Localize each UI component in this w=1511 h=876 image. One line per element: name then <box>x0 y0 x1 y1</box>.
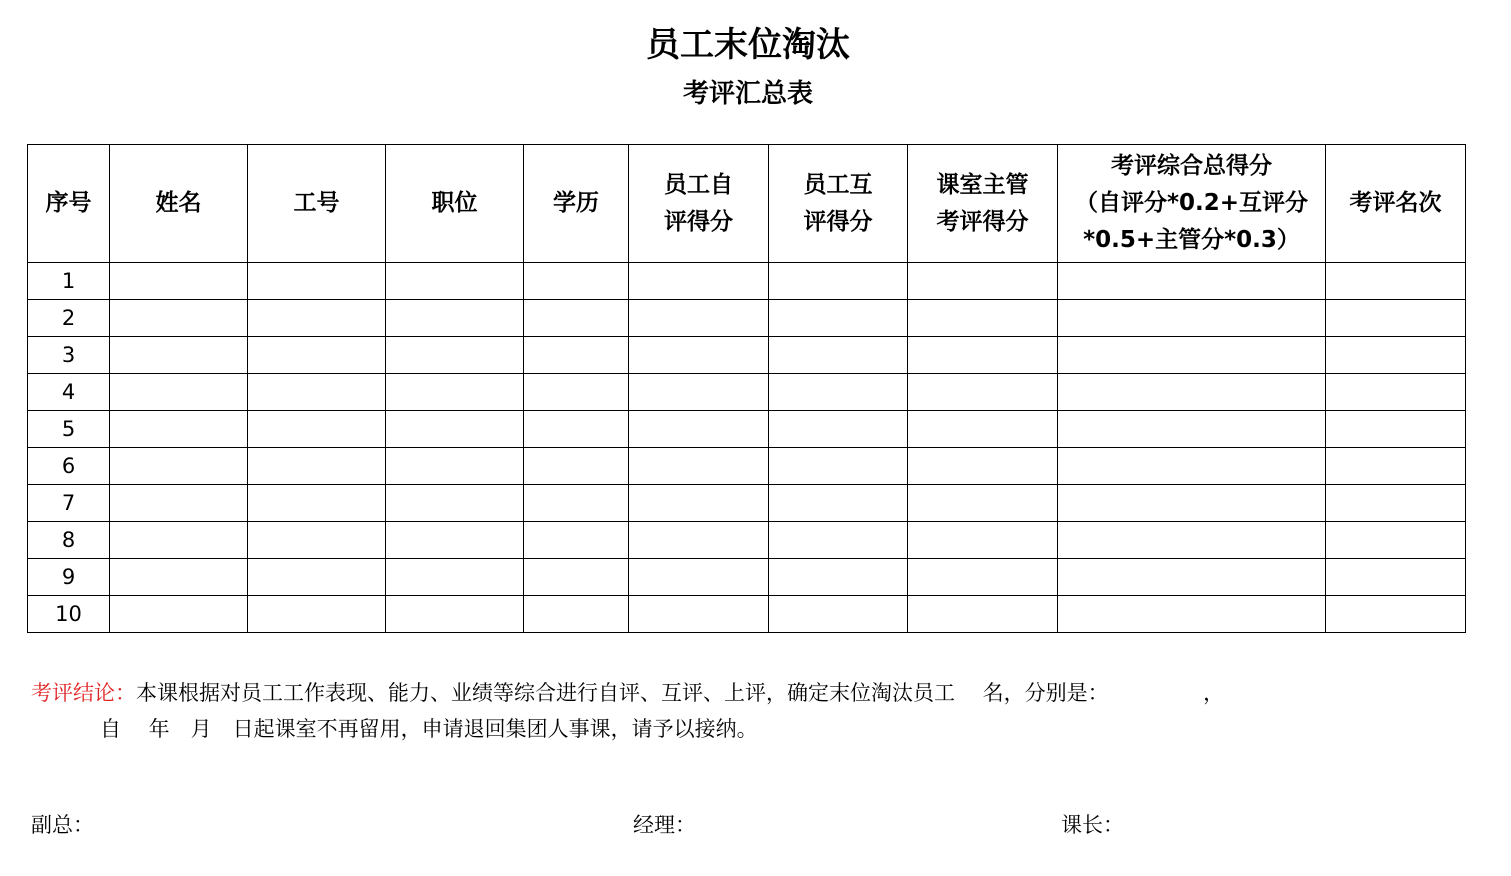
table-cell <box>386 263 524 300</box>
table-cell <box>1326 559 1466 596</box>
table-cell <box>1326 411 1466 448</box>
table-cell <box>1058 596 1326 633</box>
table-cell <box>1058 448 1326 485</box>
row-number-cell: 1 <box>28 263 110 300</box>
table-cell <box>1326 337 1466 374</box>
table-cell <box>1058 559 1326 596</box>
table-cell <box>908 300 1058 337</box>
document-title: 员工末位淘汰 <box>646 25 850 65</box>
table-cell <box>248 522 386 559</box>
column-header-9 <box>1326 145 1466 263</box>
table-cell <box>110 337 248 374</box>
table-cell <box>386 337 524 374</box>
table-cell <box>908 522 1058 559</box>
table-cell <box>629 559 769 596</box>
table-cell <box>629 522 769 559</box>
column-header-5 <box>629 145 769 263</box>
row-number-cell: 10 <box>28 596 110 633</box>
column-header-line: 考评得分 <box>936 208 1029 235</box>
table-cell <box>524 485 629 522</box>
table-cell <box>1058 411 1326 448</box>
table-cell <box>629 485 769 522</box>
column-header-line: 姓名 <box>155 190 202 216</box>
column-header-line: 课室主管 <box>936 171 1029 198</box>
conclusion-text-1: 本课根据对员工工作表现、能力、业绩等综合进行自评、互评、上评，确定末位淘汰员工 名，分别是： ， <box>136 681 1225 705</box>
table-cell <box>908 374 1058 411</box>
conclusion-block <box>31 675 1224 747</box>
table-cell <box>110 411 248 448</box>
table-cell <box>524 337 629 374</box>
table-cell <box>769 337 908 374</box>
column-header-8 <box>1058 145 1326 263</box>
table-cell <box>629 263 769 300</box>
table-cell <box>769 263 908 300</box>
table-cell <box>908 263 1058 300</box>
table-cell <box>908 559 1058 596</box>
table-cell <box>769 448 908 485</box>
table-row <box>28 374 1466 411</box>
table-cell <box>1058 337 1326 374</box>
table-cell <box>386 559 524 596</box>
table-body <box>28 263 1466 633</box>
column-header-line: 评得分 <box>803 208 873 235</box>
document-subtitle: 考评汇总表 <box>682 79 813 109</box>
table-cell <box>629 374 769 411</box>
table-cell <box>629 300 769 337</box>
column-header-line: *0.5+主管分*0.3） <box>1083 227 1300 253</box>
table-cell <box>1058 374 1326 411</box>
table-row <box>28 337 1466 374</box>
signature-deputy: 副总： <box>31 813 94 837</box>
row-number-cell: 6 <box>28 448 110 485</box>
table-cell <box>386 485 524 522</box>
column-header-line: 序号 <box>45 190 92 216</box>
table-cell <box>524 411 629 448</box>
column-header-line: 学历 <box>553 190 599 216</box>
row-number-cell: 5 <box>28 411 110 448</box>
table-cell <box>908 596 1058 633</box>
table-cell <box>110 374 248 411</box>
table-cell <box>110 522 248 559</box>
table-row <box>28 522 1466 559</box>
table-cell <box>386 448 524 485</box>
table-cell <box>524 448 629 485</box>
row-number-cell: 4 <box>28 374 110 411</box>
table-cell <box>908 448 1058 485</box>
table-cell <box>1326 522 1466 559</box>
column-header-4 <box>524 145 629 263</box>
signature-manager: 经理： <box>633 813 696 837</box>
table-cell <box>769 522 908 559</box>
column-header-line: 员工互 <box>803 171 873 198</box>
table-row <box>28 559 1466 596</box>
table-cell <box>629 337 769 374</box>
table-cell <box>524 374 629 411</box>
table-cell <box>769 559 908 596</box>
signature-section-chief: 课长： <box>1061 813 1124 837</box>
column-header-line: 员工自 <box>664 171 733 198</box>
table-row <box>28 448 1466 485</box>
column-header-3 <box>386 145 524 263</box>
table-cell <box>1058 300 1326 337</box>
table-row <box>28 485 1466 522</box>
table-cell <box>386 522 524 559</box>
table-cell <box>248 485 386 522</box>
table-cell <box>908 485 1058 522</box>
table-cell <box>248 448 386 485</box>
column-header-line: 评得分 <box>664 208 733 235</box>
column-header-6 <box>769 145 908 263</box>
table-cell <box>110 559 248 596</box>
table-cell <box>629 411 769 448</box>
column-header-line: 工号 <box>293 190 340 216</box>
conclusion-line-2: 自 年 月 日起课室不再留用，申请退回集团人事课，请予以接纳。 <box>100 717 758 741</box>
table-cell <box>110 448 248 485</box>
row-number-cell: 7 <box>28 485 110 522</box>
table-cell <box>248 263 386 300</box>
table-cell <box>248 300 386 337</box>
row-number-cell: 8 <box>28 522 110 559</box>
column-header-2 <box>248 145 386 263</box>
table-cell <box>386 596 524 633</box>
table-cell <box>769 485 908 522</box>
table-cell <box>110 263 248 300</box>
table-cell <box>1326 485 1466 522</box>
table-cell <box>386 300 524 337</box>
column-header-line: （自评分*0.2+互评分 <box>1074 190 1309 216</box>
table-cell <box>908 411 1058 448</box>
table-cell <box>769 411 908 448</box>
row-number-cell: 3 <box>28 337 110 374</box>
table-cell <box>524 522 629 559</box>
table-cell <box>1326 596 1466 633</box>
table-cell <box>248 596 386 633</box>
table-cell <box>1058 485 1326 522</box>
table-cell <box>769 374 908 411</box>
table-row <box>28 300 1466 337</box>
table-cell <box>908 337 1058 374</box>
table-cell <box>110 596 248 633</box>
table-cell <box>524 300 629 337</box>
table-cell <box>629 448 769 485</box>
row-number-cell: 2 <box>28 300 110 337</box>
column-header-1 <box>110 145 248 263</box>
table-cell <box>110 485 248 522</box>
table-cell <box>386 374 524 411</box>
table-header-row <box>28 145 1466 263</box>
column-header-7 <box>908 145 1058 263</box>
table-cell <box>248 559 386 596</box>
table-cell <box>110 300 248 337</box>
table-cell <box>248 411 386 448</box>
table-cell <box>1326 374 1466 411</box>
table-cell <box>1058 522 1326 559</box>
conclusion-line-1 <box>31 675 1224 711</box>
table-cell <box>248 374 386 411</box>
table-cell <box>386 411 524 448</box>
table-row <box>28 596 1466 633</box>
row-number-cell: 9 <box>28 559 110 596</box>
column-header-line: 考评名次 <box>1349 190 1442 216</box>
table-cell <box>524 559 629 596</box>
column-header-line: 职位 <box>431 190 478 216</box>
table-cell <box>769 300 908 337</box>
table-cell <box>1058 263 1326 300</box>
conclusion-label: 考评结论： <box>31 681 136 705</box>
table-cell <box>629 596 769 633</box>
table-row <box>28 411 1466 448</box>
table-cell <box>1326 300 1466 337</box>
table-cell <box>1326 448 1466 485</box>
table-row <box>28 263 1466 300</box>
column-header-line: 考评综合总得分 <box>1111 153 1272 179</box>
evaluation-table <box>27 144 1466 633</box>
table-cell <box>524 263 629 300</box>
table-cell <box>524 596 629 633</box>
table-cell <box>769 596 908 633</box>
table-cell <box>248 337 386 374</box>
table-cell <box>1326 263 1466 300</box>
column-header-0 <box>28 145 110 263</box>
